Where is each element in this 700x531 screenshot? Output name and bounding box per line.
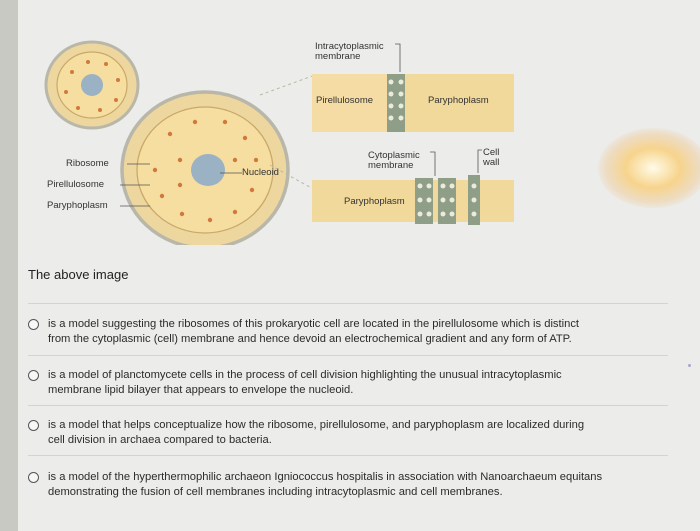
divider <box>28 455 668 456</box>
label-pirellulosome-zoom: Pirellulosome <box>316 95 374 106</box>
option-2-line-2: membrane lipid bilayer that appears to envelope the nucleoid. <box>48 384 354 396</box>
label-paryphoplasm-zoom: Paryphoplasm <box>428 95 489 106</box>
stray-mark <box>688 364 691 367</box>
option-4-line-1: is a model of the hyperthermophilic archaeon Igniococcus hospitalis in association with Nanoarchaeum equitans <box>48 471 603 483</box>
option-3-line-1: is a model that helps conceptualize how the ribosome, pirellulosome, and paryphoplasm are localized during <box>48 419 585 431</box>
answer-option-2[interactable] <box>28 368 668 398</box>
option-2-line-1: is a model of planctomycete cells in the process of cell division highlighting the unusual intracytoplasmic <box>48 369 562 381</box>
option-3-line-2: cell division in archaea compared to bacteria. <box>48 434 272 446</box>
option-1-line-2: from the cytoplasmic (cell) membrane and hence devoid an electrochemical gradient and any form of ATP. <box>48 333 572 345</box>
divider <box>28 405 668 406</box>
cell-diagram <box>30 30 530 245</box>
option-4-line-2: demonstrating the fusion of cell membranes including intracytoplasmic and cell membranes. <box>48 486 503 498</box>
light-glare <box>598 128 700 208</box>
label-nucleoid: Nucleoid <box>242 167 279 178</box>
label-paryphoplasm-zoom-lower: Paryphoplasm <box>344 196 405 207</box>
label-pirellulosome: Pirellulosome <box>47 179 105 190</box>
radio-button-icon[interactable] <box>28 420 39 431</box>
label-ribosome: Ribosome <box>66 158 109 169</box>
radio-button-icon[interactable] <box>28 370 39 381</box>
radio-button-icon[interactable] <box>28 319 39 330</box>
label-cell-wall: Cell wall <box>483 147 500 168</box>
divider <box>28 303 668 304</box>
question-intro: The above image <box>28 267 129 282</box>
answer-option-3[interactable] <box>28 418 668 448</box>
answer-option-1[interactable] <box>28 317 668 347</box>
label-paryphoplasm: Paryphoplasm <box>47 200 108 211</box>
label-cytoplasmic-membrane: Cytoplasmic membrane <box>368 150 420 171</box>
label-intracytoplasmic-membrane: Intracytoplasmic membrane <box>315 41 384 62</box>
answer-option-4[interactable] <box>28 470 668 500</box>
divider <box>28 355 668 356</box>
radio-button-icon[interactable] <box>28 472 39 483</box>
option-1-line-1: is a model suggesting the ribosomes of this prokaryotic cell are located in the pirellulosome which is distinct <box>48 318 580 330</box>
cell-diagram-svg <box>30 30 530 245</box>
